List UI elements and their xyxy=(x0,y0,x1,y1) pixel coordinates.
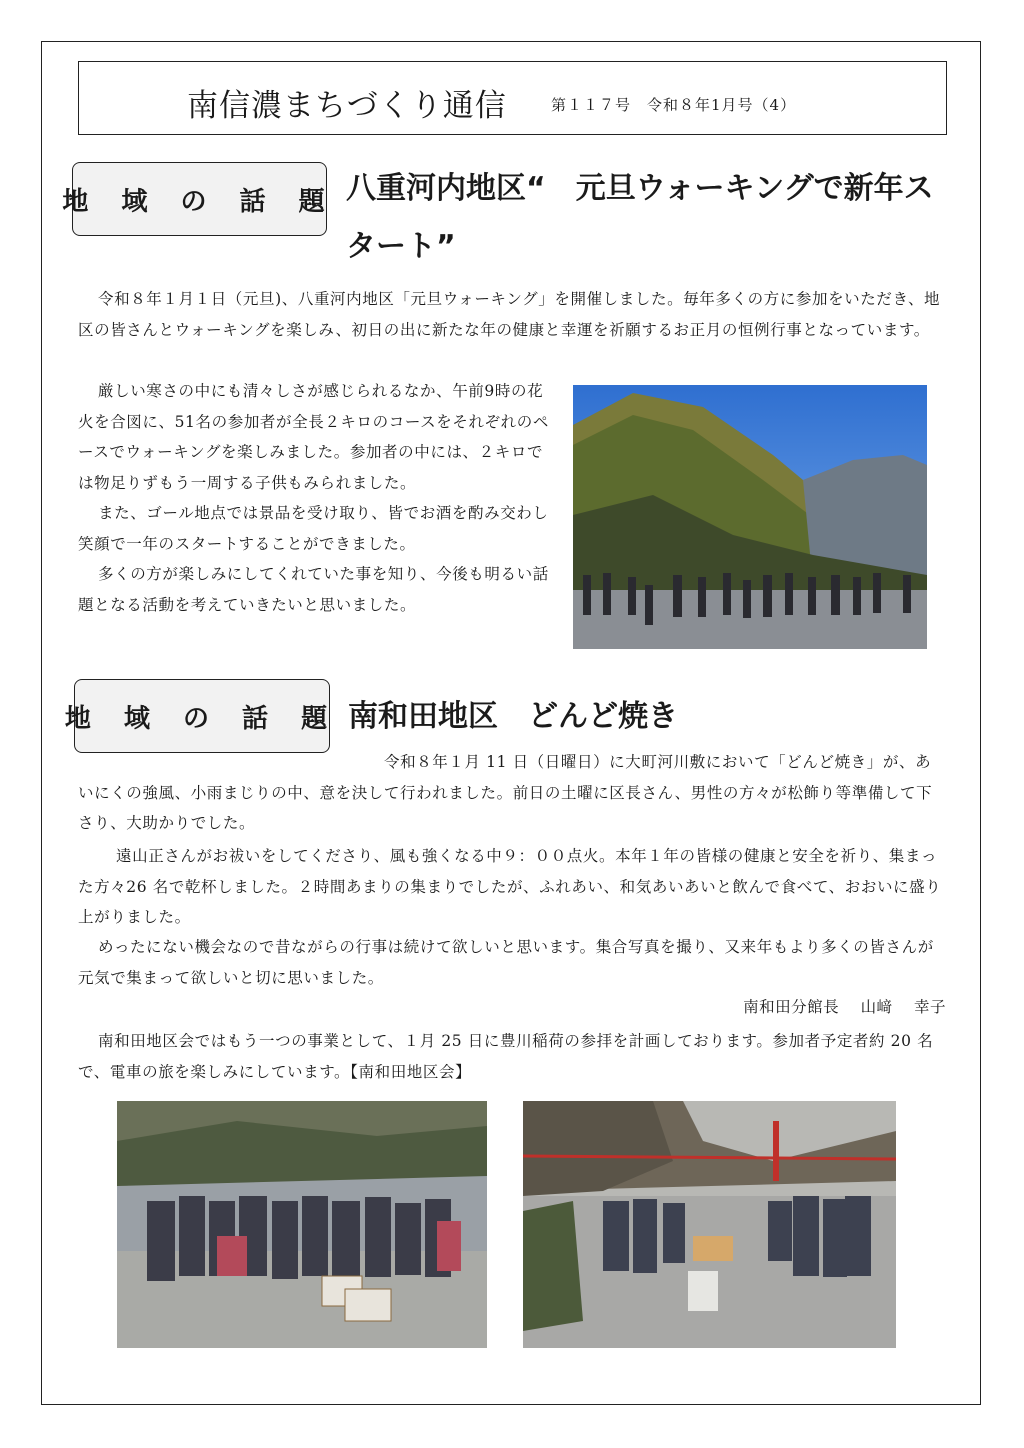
article-headline-dondo-yaki: 南和田地区 どんど焼き xyxy=(348,699,678,734)
article2-paragraph-ceremony: 遠山正さんがお祓いをしてくださり、風も強くなる中９：００点火。本年１年の皆様の健康と安全を祈り、集まった方々26 名で乾杯しました。２時間あまりの集まりでしたが、ふれあい、和気あいあいと飲んで食べて、おおいに盛り上がりました。 xyxy=(78,847,942,926)
article1-paragraph-goal: また、ゴール地点では景品を受け取り、皆でお酒を酌み交わし笑顔で一年のスタートすることができました。 xyxy=(78,504,549,553)
section-tag-local-topics: 地 域 の 話 題 xyxy=(72,162,327,236)
masthead xyxy=(78,61,947,135)
issue-label: 第１１７号 令和８年1月号（4） xyxy=(551,96,797,114)
section-tag-local-topics-2: 地 域 の 話 題 xyxy=(74,679,330,753)
article1-paragraph-intro: 令和８年１月１日（元旦)、八重河内地区「元旦ウォーキング」を開催しました。毎年多くの方に参加をいただき、地区の皆さんとウォーキングを楽しみ、初日の出に新たな年の健康と幸運を祈願するお正月の恒例行事となっています。 xyxy=(78,290,941,339)
photo-walking-group xyxy=(573,385,927,649)
article1-paragraph-closing: 多くの方が楽しみにしてくれていた事を知り、今後も明るい話題となる活動を考えていきたいと思いました。 xyxy=(78,565,549,614)
article1-body xyxy=(78,376,558,620)
newsletter-title: 南信濃まちづくり通信 xyxy=(187,88,507,124)
article2-signature: 南和田分館長 山﨑 幸子 xyxy=(743,998,946,1016)
article2-paragraph-next-event: 南和田地区会ではもう一つの事業として、１月 25 日に豊川稲荷の参拝を計画しております。参加者予定者約 20 名で、電車の旅を楽しみにしています。【南和田地区会】 xyxy=(78,1032,934,1081)
article1-paragraph-walk: 厳しい寒さの中にも清々しさが感じられるなか、午前9時の花火を合図に、51名の参加者が全長２キロのコースをそれぞれのペースでウォーキングを楽しみました。参加者の中には、２キロでは物足りずもう一周する子供もみられました。 xyxy=(78,382,549,492)
article2-paragraph-intro: 令和８年１月 11 日（日曜日）に大町河川敷において「どんど焼き」が、あいにくの強風、小雨まじりの中、意を決して行われました。前日の土曜に区長さん、男性の方々が松飾り等準備して下さり、大助かりでした。 xyxy=(78,753,933,832)
article2-paragraph-hope: めったにない機会なので昔ながらの行事は続けて欲しいと思います。集合写真を撮り、又来年もより多くの皆さんが元気で集まって欲しいと切に思いました。 xyxy=(78,938,934,987)
photo-dondo-yaki-fire xyxy=(523,1101,896,1348)
article-headline-new-year-walking: 八重河内地区“ 元旦ウォーキングで新年スタート” xyxy=(346,171,934,264)
photo-group-dondo-yaki xyxy=(117,1101,487,1348)
